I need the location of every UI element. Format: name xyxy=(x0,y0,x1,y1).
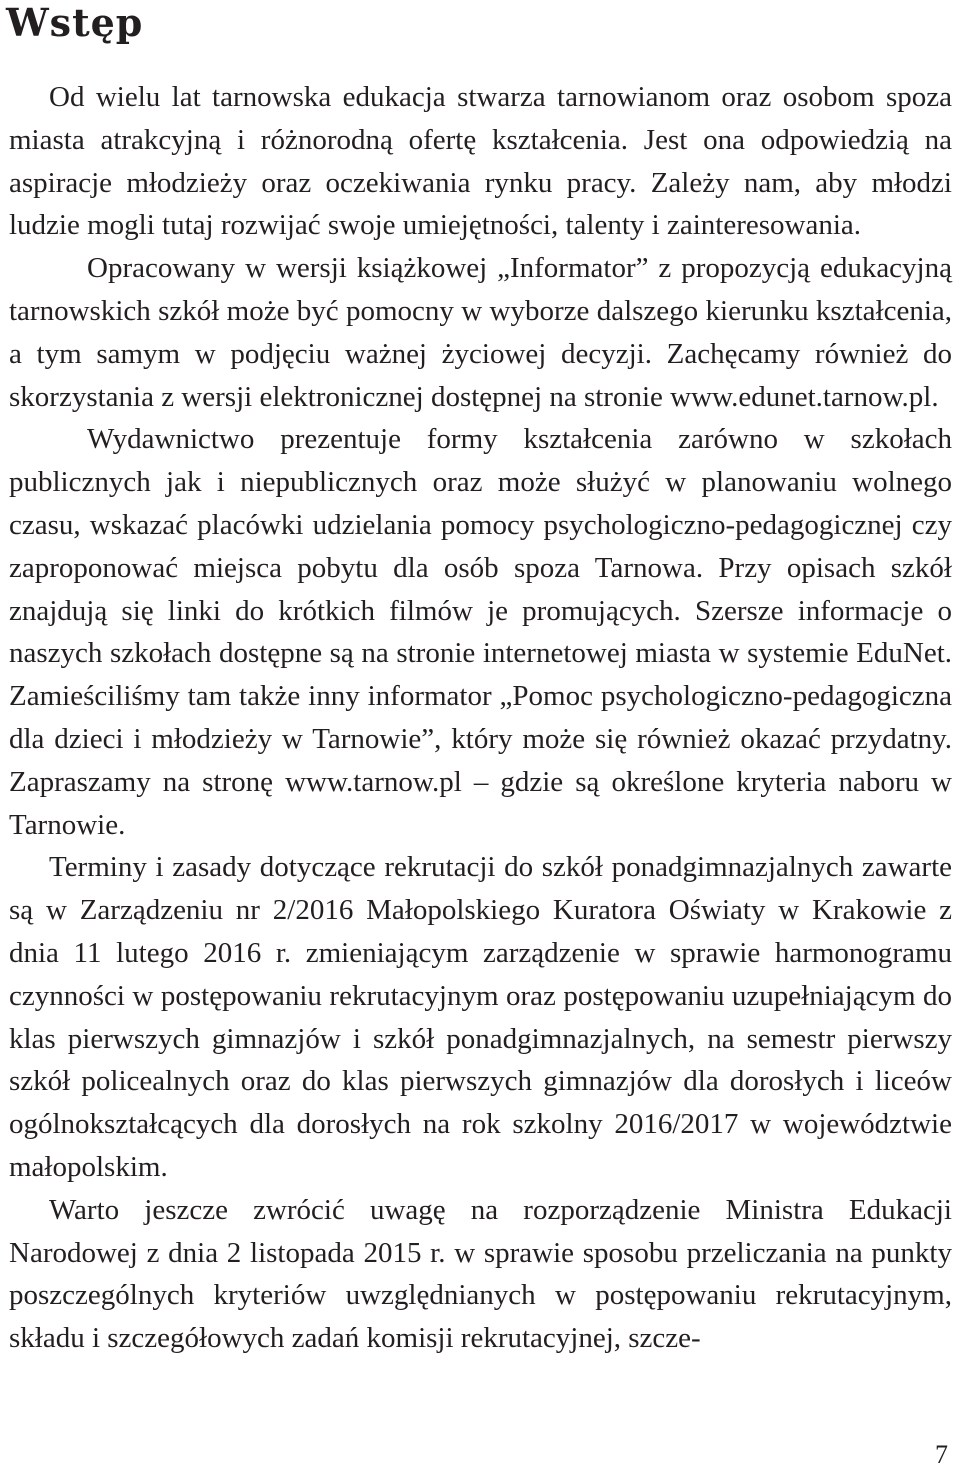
paragraph-regulation: Warto jeszcze zwrócić uwagę na rozporządzenie Ministra Edukacji Narodowej z dnia 2 listopada 2015 r. w sprawie sposobu przeliczania na punkty poszczególnych kryteriów uwzględnianych w postępowaniu rekrutacyjnym, składu i szczegółowych zadań komisji rekrutacyjnej, szcze- xyxy=(9,1193,952,1355)
body-text xyxy=(9,76,952,1360)
paragraph-publication: Wydawnictwo prezentuje formy kształcenia zarówno w szkołach publicznych jak i niepublicznych oraz może służyć w planowaniu wolnego czasu, wskazać placówki udzielania pomocy psychologiczno-pedagogicznej czy zaproponować miejsca pobytu dla osób spoza Tarnowa. Przy opisach szkół znajdują się linki do krótkich filmów je promujących. Szersze informacje o naszych szkołach dostępne są na stronie internetowej miasta w systemie EduNet. Zamieściliśmy tam także inny informator „Pomoc psychologiczno-pedagogiczna dla dzieci i młodzieży w Tarnowie”, który może się również okazać przydatny. Zapraszamy na stronę www.tarnow.pl – gdzie są określone kryteria naboru w Tarnowie. xyxy=(9,423,952,841)
paragraph-recruitment-dates: Terminy i zasady dotyczące rekrutacji do szkół ponadgimnazjalnych zawarte są w Zarządzeniu nr 2/2016 Małopolskiego Kuratora Oświaty w Krakowie z dnia 11 lutego 2016 r. zmieniającym zarządzenie w sprawie harmonogramu czynności w postępowaniu rekrutacyjnym oraz postępowaniu uzupełniającym do klas pierwszych gimnazjów i szkół ponadgimnazjalnych, na semestr pierwszy szkół policealnych oraz do klas pierwszych gimnazjów dla dorosłych i liceów ogólnokształcących dla dorosłych na rok szkolny 2016/2017 w województwie małopolskim. xyxy=(9,851,952,1183)
paragraph-intro: Od wielu lat tarnowska edukacja stwarza tarnowianom oraz osobom spoza miasta atrakcyjną i różnorodną ofertę kształcenia. Jest ona odpowiedzią na aspiracje młodzieży oraz oczekiwania rynku pracy. Zależy nam, aby młodzi ludzie mogli tutaj rozwijać swoje umiejętności, talenty i zainteresowania. xyxy=(9,81,952,242)
page-number: 7 xyxy=(935,1440,948,1469)
page-title: Wstęp xyxy=(6,0,144,45)
paragraph-informator: Opracowany w wersji książkowej „Informator” z propozycją edukacyjną tarnowskich szkół może być pomocny w wyborze dalszego kierunku kształcenia, a tym samym w podjęciu ważnej życiowej decyzji. Zachęcamy również do skorzystania z wersji elektronicznej dostępnej na stronie www.edunet.tarnow.pl. xyxy=(9,252,952,413)
